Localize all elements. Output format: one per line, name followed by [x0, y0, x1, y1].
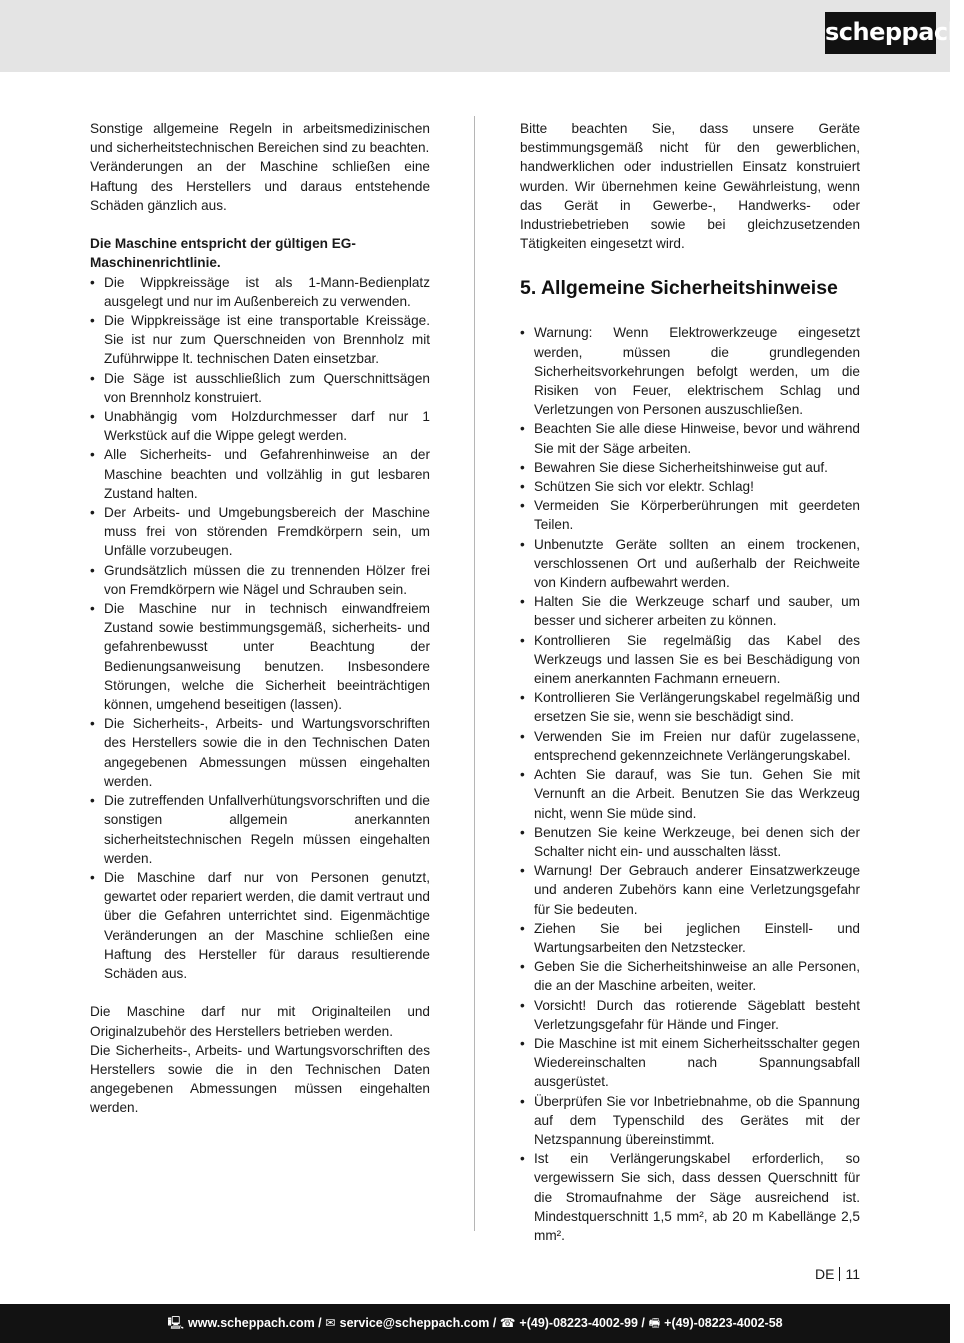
footer-fax: +(49)-08223-4002-58	[664, 1316, 783, 1330]
list-item: • Die Maschine ist mit einem Sicherheitsschalter gegen Wiedereinschalten nach Spannungsabfall ausgerüstet.	[520, 1034, 860, 1092]
list-item: • Benutzen Sie keine Werkzeuge, bei denen sich der Schalter nicht ein- und ausschalten lässt.	[520, 823, 860, 861]
list-item: • Grundsätzlich müssen die zu trennenden Hölzer frei von Fremdkörpern wie Nägel und Schrauben sein.	[90, 561, 430, 599]
page-number-value: 11	[845, 1266, 860, 1282]
list-item: • Vermeiden Sie Körperberührungen mit geerdeten Teilen.	[520, 496, 860, 534]
directive-heading: Die Maschine entspricht der gültigen EG-Maschinenrichtlinie.	[90, 236, 356, 271]
list-item: • Unbenutzte Geräte sollten an einem trockenen, verschlossenen Ort und außerhalb der Reichweite von Kindern aufbewahrt werden.	[520, 535, 860, 593]
paragraph-general-rules: Sonstige allgemeine Regeln in arbeitsmedizinischen und sicherheitstechnischen Bereichen sind zu beachten.	[90, 121, 430, 156]
list-item: • Die Maschine nur in technisch einwandfreiem Zustand sowie bestimmungsgemäß, sicherheits- und gefahrenbewusst unter Beachtung der Bedienungsanweisung benutzen. Insbesondere Störungen, welche die Sicherheit beeinträchtigen können, umgehend beseitigen (lassen).	[90, 599, 430, 714]
list-item: • Die Wippkreissäge ist als 1-Mann-Bedienplatz ausgelegt und nur im Außenbereich zu verwenden.	[90, 273, 430, 311]
left-column	[90, 119, 430, 1118]
list-item: • Die Wippkreissäge ist eine transportable Kreissäge. Sie ist nur zum Querschneiden von Brennholz mit Zuführwippe lt. technischen Daten einsetzbar.	[90, 311, 430, 369]
section-title: 5. Allgemeine Sicherheitshinweise	[520, 277, 838, 300]
list-item: • Ziehen Sie bei jeglichen Einstell- und Wartungsarbeiten den Netzstecker.	[520, 919, 860, 957]
column-divider	[474, 116, 475, 1231]
list-item: • Überprüfen Sie vor Inbetriebnahme, ob die Spannung auf dem Typenschild des Gerätes mit der Netzspannung übereinstimmt.	[520, 1092, 860, 1150]
list-item: • Der Arbeits- und Umgebungsbereich der Maschine muss frei von störenden Fremdkörpern sein, um Unfälle vorzubeugen.	[90, 503, 430, 561]
list-item: • Die Maschine darf nur von Personen genutzt, gewartet oder repariert werden, die damit vertraut und über die Gefahren unterrichtet sind. Eigenmächtige Veränderungen an der Maschine schließen eine Haftung des Hersteller für daraus resultierende Schäden aus.	[90, 868, 430, 983]
list-item: • Unabhängig vom Holzdurchmesser darf nur 1 Werkstück auf die Wippe gelegt werden.	[90, 407, 430, 445]
list-item: • Die zutreffenden Unfallverhütungsvorschriften und die sonstigen allgemein anerkannten sicherheitstechnischen Regeln müssen eingehalten werden.	[90, 791, 430, 868]
list-item: • Kontrollieren Sie Verlängerungskabel regelmäßig und ersetzen Sie sie, wenn sie beschädigt sind.	[520, 688, 860, 726]
list-item: • Geben Sie die Sicherheitshinweise an alle Personen, die an der Maschine arbeiten, weiter.	[520, 957, 860, 995]
computer-icon: 🖳	[167, 1316, 185, 1330]
list-item: • Die Säge ist ausschließlich zum Querschnittsägen von Brennholz konstruiert.	[90, 369, 430, 407]
machine-rules-list	[90, 273, 430, 984]
page-number-separator	[839, 1267, 840, 1281]
phone-icon: ☎	[499, 1316, 516, 1330]
list-item: • Ist ein Verlängerungskabel erforderlich, so vergewissern Sie sich, dass dessen Querschnitt für die Stromaufnahme der Säge ausreichend ist. Mindestquerschnitt 1,5 mm², ab 20 m Kabellänge 2,5 mm².	[520, 1149, 860, 1245]
footer-email[interactable]: service@scheppach.com /	[339, 1316, 497, 1330]
language-code: DE	[815, 1266, 835, 1282]
paragraph-intended-use: Bitte beachten Sie, dass unsere Geräte bestimmungsgemäß nicht für den gewerblichen, handwerklichen oder industriellen Einsatz konstruiert wurden. Wir übernehmen keine Gewährleistung, wenn das Gerät in Gewerbe-, Handwerks- oder Industriebetrieben sowie bei gleichzusetzenden Tätigkeiten eingesetzt wird.	[520, 121, 860, 252]
paragraph-liability: Veränderungen an der Maschine schließen eine Haftung des Herstellers und daraus entstehende Schäden gänzlich aus.	[90, 159, 430, 213]
list-item: • Vorsicht! Durch das rotierende Sägeblatt besteht Verletzungsgefahr für Hände und Finger.	[520, 996, 860, 1034]
footer-phone: +(49)-08223-4002-99 /	[519, 1316, 645, 1330]
paragraph-safety-rules: Die Sicherheits-, Arbeits- und Wartungsvorschriften des Herstellers sowie die in den Technischen Daten angegebenen Abmessungen müssen eingehalten werden.	[90, 1042, 430, 1116]
safety-instructions-list	[520, 323, 860, 1245]
scheppach-logo: scheppach	[825, 12, 936, 54]
fax-icon: 🖷	[648, 1316, 661, 1330]
mail-icon: ✉	[325, 1316, 336, 1330]
list-item: • Halten Sie die Werkzeuge scharf und sauber, um besser und sicherer arbeiten zu können.	[520, 592, 860, 630]
list-item: • Verwenden Sie im Freien nur dafür zugelassene, entsprechend gekennzeichnete Verlängerungskabel.	[520, 727, 860, 765]
list-item: • Warnung! Der Gebrauch anderer Einsatzwerkzeuge und anderen Zubehörs kann eine Verletzungsgefahr für Sie bedeuten.	[520, 861, 860, 919]
list-item: • Schützen Sie sich vor elektr. Schlag!	[520, 477, 860, 496]
list-item: • Die Sicherheits-, Arbeits- und Wartungsvorschriften des Herstellers sowie die in den Technischen Daten angegebenen Abmessungen müssen eingehalten werden.	[90, 714, 430, 791]
list-item: • Kontrollieren Sie regelmäßig das Kabel des Werkzeugs und lassen Sie es bei Beschädigung von einem anerkannten Fachmann erneuern.	[520, 631, 860, 689]
list-item: • Bewahren Sie diese Sicherheitshinweise gut auf.	[520, 458, 860, 477]
right-column	[520, 119, 860, 1245]
page-number	[815, 1265, 860, 1283]
paragraph-original-parts: Die Maschine darf nur mit Originalteilen und Originalzubehör des Herstellers betrieben werden.	[90, 1004, 430, 1039]
footer-website[interactable]: www.scheppach.com /	[188, 1316, 322, 1330]
footer-bar	[0, 1304, 950, 1343]
list-item: • Warnung: Wenn Elektrowerkzeuge eingesetzt werden, müssen die grundlegenden Sicherheitsvorkehrungen befolgt werden, um die Risiken von Feuer, elektrischem Schlag und Verletzungen von Personen auszuschließen.	[520, 323, 860, 419]
header-band	[0, 0, 964, 72]
list-item: • Alle Sicherheits- und Gefahrenhinweise an der Maschine beachten und vollzählig in gut lesbaren Zustand halten.	[90, 445, 430, 503]
list-item: • Achten Sie darauf, was Sie tun. Gehen Sie mit Vernunft an die Arbeit. Benutzen Sie das Werkzeug nicht, wenn Sie müde sind.	[520, 765, 860, 823]
list-item: • Beachten Sie alle diese Hinweise, bevor und während Sie mit der Säge arbeiten.	[520, 419, 860, 457]
